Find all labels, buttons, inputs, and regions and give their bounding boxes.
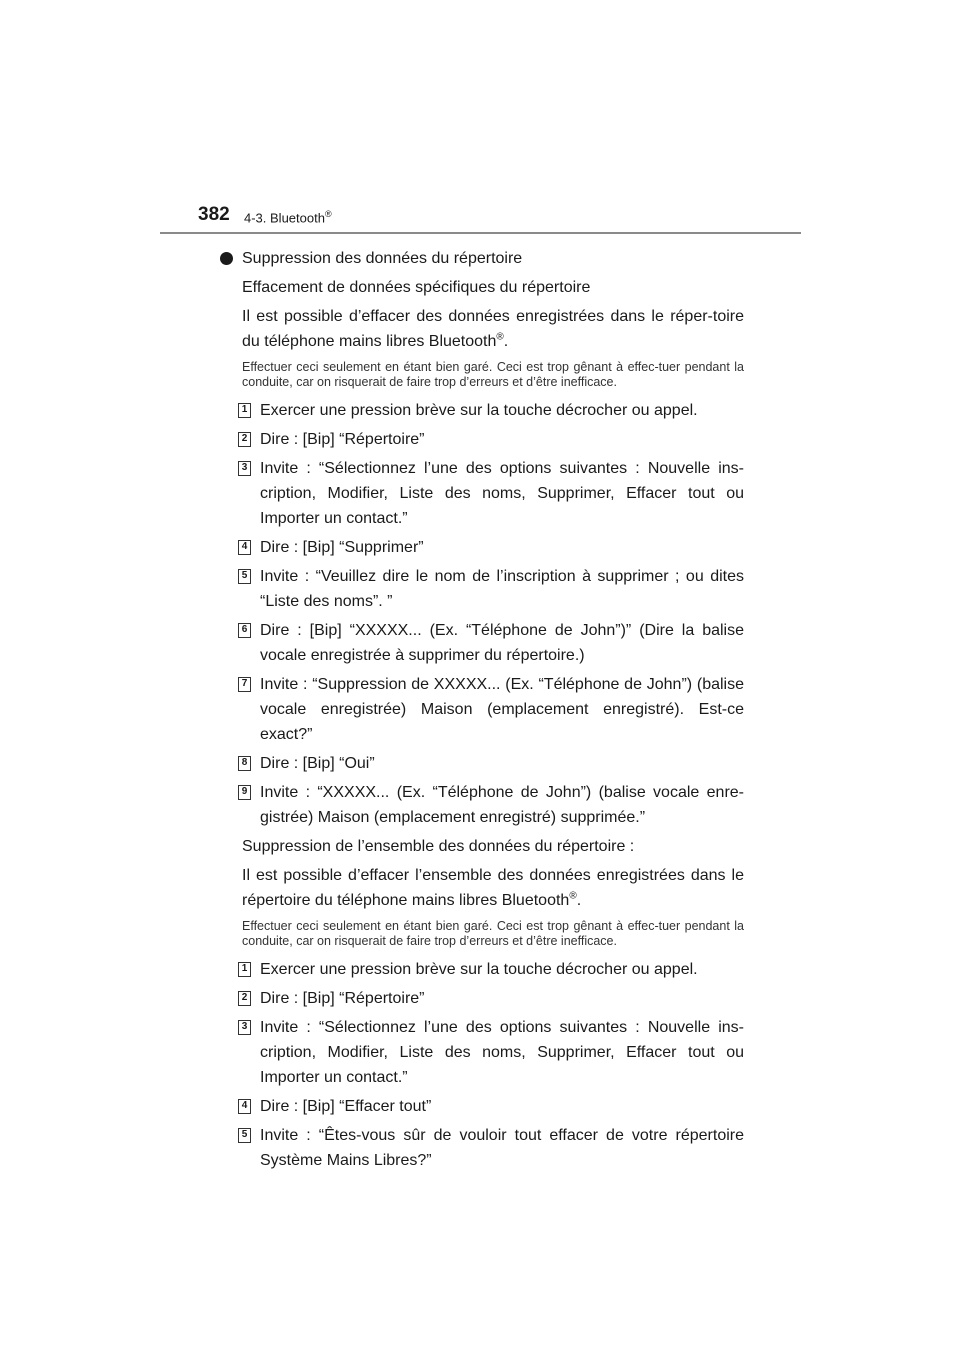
steps-list-2	[220, 957, 744, 1173]
steps-list-1	[220, 398, 744, 830]
subheading-specific: Effacement de données spécifiques du répertoire	[242, 279, 591, 296]
step-number-badge: 1	[238, 403, 251, 418]
registered-mark: ®	[324, 209, 332, 219]
subheading-all: Suppression de l’ensemble des données du répertoire :	[242, 838, 635, 855]
step-number-badge: 6	[238, 623, 251, 638]
step-item	[220, 751, 744, 776]
bullet-dot-icon	[220, 252, 233, 265]
step-number-badge: 1	[238, 962, 251, 977]
step-number-badge: 2	[238, 432, 251, 447]
step-number-badge: 4	[238, 1099, 251, 1114]
section-title-text: 4-3. Bluetooth	[244, 210, 325, 226]
step-text: Dire : [Bip] “Oui”	[260, 755, 375, 772]
intro-end: .	[576, 892, 582, 909]
step-item	[220, 427, 744, 452]
step-number-badge: 5	[238, 569, 251, 584]
intro-end: .	[503, 333, 509, 350]
step-item	[220, 957, 744, 982]
step-number-badge: 7	[238, 677, 251, 692]
step-item	[220, 986, 744, 1011]
step-number-badge: 5	[238, 1128, 251, 1143]
intro-text: Il est possible d’effacer des données enregistrées dans le réper-toire du téléphone mains libres Bluetooth	[242, 308, 744, 350]
safety-note-2: Effectuer ceci seulement en étant bien garé. Ceci est trop gênant à effec-tuer pendant la conduite, car on risquerait de faire trop d’erreurs et d’être inefficace.	[242, 919, 744, 948]
step-item	[220, 780, 744, 830]
step-number-badge: 3	[238, 461, 251, 476]
step-number-badge: 4	[238, 540, 251, 555]
registered-mark: ®	[496, 331, 504, 343]
step-text: Invite : “XXXXX... (Ex. “Téléphone de John”) (balise vocale enre-gistrée) Maison (emplacement enregistré) supprimée.”	[260, 784, 744, 826]
step-text: Exercer une pression brève sur la touche décrocher ou appel.	[260, 402, 698, 419]
step-item	[220, 1015, 744, 1090]
step-item	[220, 1123, 744, 1173]
step-number-badge: 8	[238, 756, 251, 771]
intro-paragraph-2	[220, 863, 744, 913]
page-content	[220, 246, 744, 1177]
step-text: Dire : [Bip] “Répertoire”	[260, 431, 425, 448]
safety-note-1: Effectuer ceci seulement en étant bien garé. Ceci est trop gênant à effec-tuer pendant la conduite, car on risquerait de faire trop d’erreurs et d’être inefficace.	[242, 360, 744, 389]
step-text: Invite : “Êtes-vous sûr de vouloir tout effacer de votre répertoire Système Mains Libres?”	[260, 1127, 744, 1169]
header-divider	[160, 232, 801, 234]
step-text: Dire : [Bip] “Supprimer”	[260, 539, 424, 556]
step-text: Invite : “Sélectionnez l’une des options suivantes : Nouvelle ins-cription, Modifier, Liste des noms, Supprimer, Effacer tout ou Importer un contact.”	[260, 460, 744, 527]
step-number-badge: 9	[238, 785, 251, 800]
section-heading	[220, 246, 744, 271]
step-item	[220, 398, 744, 423]
step-item	[220, 535, 744, 560]
intro-paragraph-1	[220, 304, 744, 354]
step-text: Dire : [Bip] “Répertoire”	[260, 990, 425, 1007]
step-text: Invite : “Suppression de XXXXX... (Ex. “Téléphone de John”) (balise vocale enregistrée) Maison (emplacement enregistré). Est-ce exact?”	[260, 676, 744, 743]
registered-mark: ®	[569, 890, 577, 902]
step-number-badge: 2	[238, 991, 251, 1006]
step-text: Invite : “Sélectionnez l’une des options suivantes : Nouvelle ins-cription, Modifier, Liste des noms, Supprimer, Effacer tout ou Importer un contact.”	[260, 1019, 744, 1086]
step-text: Dire : [Bip] “Effacer tout”	[260, 1098, 432, 1115]
step-text: Exercer une pression brève sur la touche décrocher ou appel.	[260, 961, 698, 978]
step-item	[220, 618, 744, 668]
section-title	[244, 209, 332, 225]
intro-text: Il est possible d’effacer l’ensemble des données enregistrées dans le répertoire du téléphone mains libres Bluetooth	[242, 867, 744, 909]
step-item	[220, 456, 744, 531]
section-heading-text: Suppression des données du répertoire	[242, 250, 523, 267]
step-item	[220, 672, 744, 747]
page-number: 382	[198, 204, 230, 225]
step-item	[220, 1094, 744, 1119]
step-number-badge: 3	[238, 1020, 251, 1035]
step-text: Dire : [Bip] “XXXXX... (Ex. “Téléphone de John”)” (Dire la balise vocale enregistrée à supprimer du répertoire.)	[260, 622, 744, 664]
step-text: Invite : “Veuillez dire le nom de l’inscription à supprimer ; ou dites “Liste des noms”. ”	[260, 568, 744, 610]
step-item	[220, 564, 744, 614]
